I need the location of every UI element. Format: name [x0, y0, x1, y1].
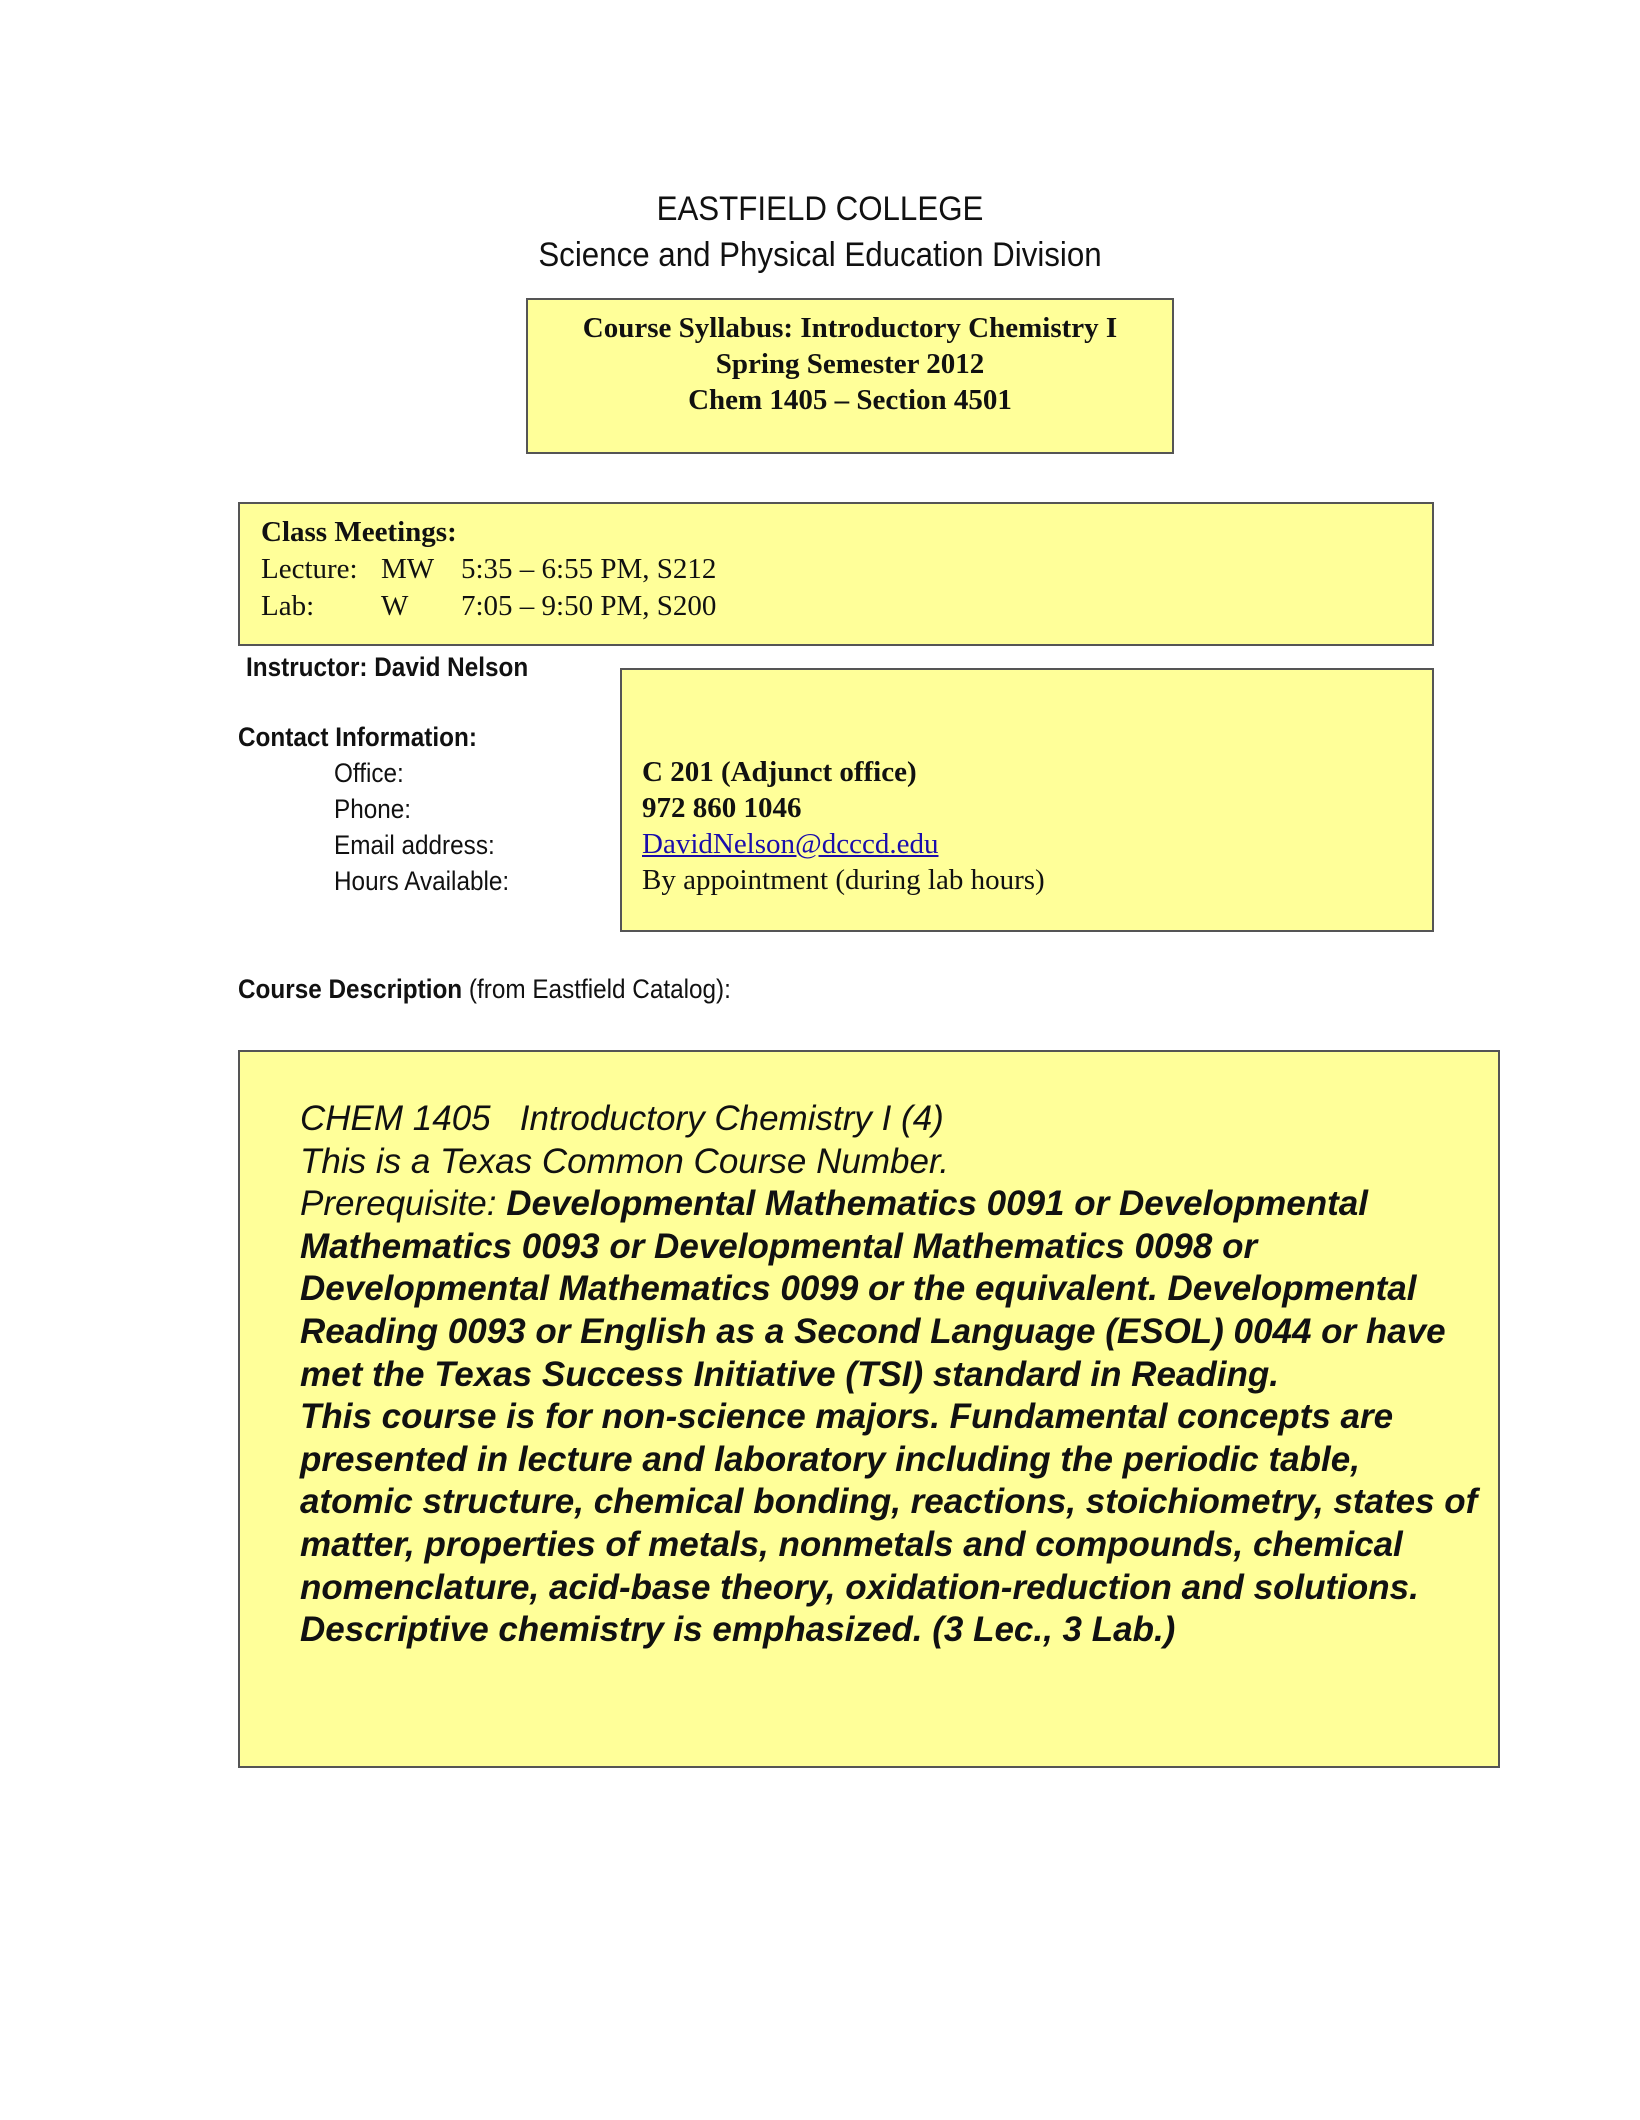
office-label: Office: — [334, 758, 404, 788]
course-code-line: CHEM 1405 Introductory Chemistry I (4) — [300, 1099, 944, 1138]
phone-value: 972 860 1046 — [642, 792, 802, 824]
class-meetings-heading: Class Meetings: — [261, 516, 457, 548]
description-label-rest: (from Eastfield Catalog): — [462, 974, 731, 1004]
description-body: This course is for non-science majors. Fundamental concepts are presented in lecture and laboratory including the periodic table, atomic structure, chemical bonding, reactions, stoichiometry, states of matter, properties of metals, nonmetals and compounds, chemical nomenclature, acid-base theory, oxidation-reduction and solutions. Descriptive chemistry is emphasized. (3 Lec., 3 Lab.) — [300, 1397, 1478, 1650]
description-label — [238, 974, 731, 1005]
hours-label: Hours Available: — [334, 866, 510, 896]
meeting-row-lecture — [261, 551, 1432, 588]
description-box — [238, 1050, 1500, 1768]
phone-label: Phone: — [334, 794, 412, 824]
syllabus-title: Course Syllabus: Introductory Chemistry I — [582, 312, 1118, 344]
office-value: C 201 (Adjunct office) — [642, 756, 917, 788]
common-course-line: This is a Texas Common Course Number. — [300, 1141, 950, 1181]
class-meetings-box — [238, 502, 1434, 646]
meeting-label: Lab: — [261, 590, 315, 622]
syllabus-title-box — [526, 298, 1174, 454]
prerequisite-paragraph — [300, 1183, 1480, 1396]
email-label: Email address: — [334, 830, 495, 860]
semester: Spring Semester 2012 — [715, 348, 985, 380]
email-link[interactable]: DavidNelson@dcccd.edu — [642, 828, 939, 860]
prerequisite-label: Prerequisite: — [300, 1184, 507, 1224]
description-label-bold: Course Description — [238, 974, 463, 1004]
meeting-days: MW — [381, 553, 435, 585]
meeting-time: 7:05 – 9:50 PM, S200 — [461, 590, 717, 622]
meeting-row-lab — [261, 588, 1432, 625]
contact-heading: Contact Information: — [238, 722, 477, 752]
instructor-name: Instructor: David Nelson — [246, 652, 529, 682]
division-name: Science and Physical Education Division — [538, 236, 1102, 274]
contact-box — [620, 668, 1434, 932]
meeting-label: Lecture: — [261, 553, 358, 585]
hours-value: By appointment (during lab hours) — [642, 864, 1045, 896]
meeting-days: W — [381, 590, 409, 622]
college-name: EASTFIELD COLLEGE — [656, 190, 984, 228]
prerequisite-text: Developmental Mathematics 0091 or Developmental Mathematics 0093 or Developmental Mathematics 0098 or Developmental Mathematics 0099 or the equivalent. Developmental Reading 0093 or English as a Second Language (ESOL) 0044 or have met the Texas Success Initiative (TSI) standard in Reading. — [300, 1184, 1446, 1394]
meeting-time: 5:35 – 6:55 PM, S212 — [461, 553, 717, 585]
course-section: Chem 1405 – Section 4501 — [688, 384, 1012, 416]
